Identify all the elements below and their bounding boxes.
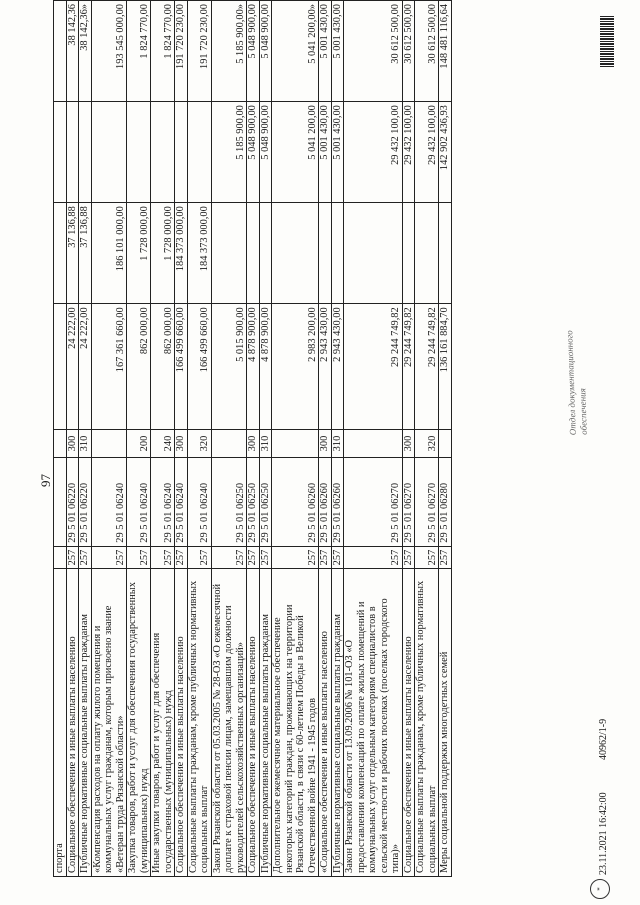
row-value-3 <box>91 102 127 203</box>
row-target-code: 29 5 01 06240 <box>175 458 188 546</box>
row-value-3: 5 041 200,00 <box>272 102 319 203</box>
row-value-1: 24 222,00 <box>79 304 92 429</box>
department-stamp-line: Отдел документационного <box>564 330 578 436</box>
budget-table-body <box>54 1 452 877</box>
row-org-code <box>54 546 67 569</box>
row-name: Закон Рязанской области от 05.03.2005 № 28-ОЗ «О ежемесячной доплате к страховой пенсии лицам, замещавшим должности руководителей сельскохозяйственных организаций» <box>211 569 247 877</box>
row-value-1: 29 244 749,82 <box>402 304 415 429</box>
row-value-4: 191 720 230,00 <box>187 1 211 102</box>
row-value-4: 193 545 000,00 <box>91 1 127 102</box>
row-org-code: 257 <box>344 546 403 569</box>
row-value-4: 38 142,36 <box>66 1 79 102</box>
table-row <box>247 1 260 877</box>
row-value-1: 167 361 660,00 <box>91 304 127 429</box>
row-value-4: 30 612 500,00 <box>344 1 403 102</box>
row-value-1: 166 499 660,00 <box>175 304 188 429</box>
row-org-code: 257 <box>66 546 79 569</box>
row-org-code: 257 <box>175 546 188 569</box>
row-expense-type <box>344 429 403 458</box>
row-value-4: 38 142,36» <box>79 1 92 102</box>
row-value-1: 136 161 884,70 <box>439 304 452 429</box>
row-name: спорта <box>54 569 67 877</box>
row-target-code: 29 5 01 06260 <box>272 458 319 546</box>
budget-table <box>53 0 452 877</box>
footer-datetime: 23.11.2021 16:42:00 <box>598 792 609 875</box>
row-value-1: 24 222,00 <box>66 304 79 429</box>
barcode-icon <box>600 15 614 67</box>
row-name: Меры социальной поддержки многодетных семей <box>439 569 452 877</box>
row-value-3: 5 001 430,00 <box>331 102 344 203</box>
row-expense-type: 310 <box>331 429 344 458</box>
row-value-2 <box>439 203 452 304</box>
row-name: Социальное обеспечение и иные выплаты населению <box>175 569 188 877</box>
table-row <box>259 1 272 877</box>
row-name: Дополнительное ежемесячное материальное обеспечение некоторых категорий граждан, проживающих на территории Рязанской области, в связи с 60-летием Победы в Великой Отечественной войне 1941 - 1945 годов <box>272 569 319 877</box>
row-target-code: 29 5 01 06260 <box>319 458 332 546</box>
row-value-2 <box>415 203 439 304</box>
row-value-1: 862 000,00 <box>151 304 175 429</box>
row-name: Социальное обеспечение и иные выплаты населению <box>402 569 415 877</box>
row-value-3 <box>127 102 151 203</box>
table-row <box>175 1 188 877</box>
row-value-2 <box>319 203 332 304</box>
row-name: Социальное обеспечение и иные выплаты населению <box>66 569 79 877</box>
row-value-4: 5 001 430,00 <box>319 1 332 102</box>
row-name: «Социальное обеспечение и иные выплаты населению <box>319 569 332 877</box>
row-value-2: 37 136,88 <box>66 203 79 304</box>
row-expense-type: 200 <box>127 429 151 458</box>
table-row <box>211 1 247 877</box>
department-stamp <box>564 330 590 436</box>
row-expense-type <box>272 429 319 458</box>
row-value-3 <box>79 102 92 203</box>
table-row <box>187 1 211 877</box>
row-expense-type <box>54 429 67 458</box>
seal-icon: * <box>590 879 610 899</box>
row-value-4: 30 612 500,00 <box>415 1 439 102</box>
row-target-code: 29 5 01 06220 <box>79 458 92 546</box>
row-name: Иные закупки товаров, работ и услуг для обеспечения государственных (муниципальных) нужд <box>151 569 175 877</box>
row-value-4 <box>54 1 67 102</box>
table-row <box>439 1 452 877</box>
row-value-2: 1 728 000,00 <box>151 203 175 304</box>
row-org-code: 257 <box>402 546 415 569</box>
row-name: Социальные выплаты гражданам, кроме публичных нормативных социальных выплат <box>187 569 211 877</box>
row-value-2: 186 101 000,00 <box>91 203 127 304</box>
row-value-3 <box>187 102 211 203</box>
row-value-4: 1 824 770,00 <box>127 1 151 102</box>
row-value-4: 5 041 200,00» <box>272 1 319 102</box>
row-target-code: 29 5 01 06270 <box>415 458 439 546</box>
row-value-3: 5 001 430,00 <box>319 102 332 203</box>
row-value-1: 2 943 430,00 <box>319 304 332 429</box>
footer-code: 40962/1-9 <box>598 718 609 760</box>
page-number: 97 <box>38 474 53 487</box>
row-target-code: 29 5 01 06280 <box>439 458 452 546</box>
table-row <box>402 1 415 877</box>
row-value-4: 30 612 500,00 <box>402 1 415 102</box>
row-value-4: 191 720 230,00 <box>175 1 188 102</box>
row-value-1: 862 000,00 <box>127 304 151 429</box>
department-stamp-line: обеспечения <box>577 388 589 435</box>
row-value-3 <box>175 102 188 203</box>
row-value-4: 5 185 900,00» <box>211 1 247 102</box>
row-value-3 <box>54 102 67 203</box>
row-name: Публичные нормативные социальные выплаты гражданам <box>79 569 92 877</box>
row-target-code: 29 5 01 06270 <box>402 458 415 546</box>
row-expense-type: 310 <box>79 429 92 458</box>
row-org-code: 257 <box>247 546 260 569</box>
table-row <box>272 1 319 877</box>
row-value-2 <box>259 203 272 304</box>
row-expense-type: 300 <box>247 429 260 458</box>
row-expense-type: 320 <box>415 429 439 458</box>
row-value-1: 4 878 900,00 <box>259 304 272 429</box>
row-value-2: 184 373 000,00 <box>175 203 188 304</box>
row-value-2 <box>402 203 415 304</box>
row-name: «Компенсация расходов на оплату жилого помещения и коммунальных услуг гражданам, которым присвоено звание «Ветеран труда Рязанской области» <box>91 569 127 877</box>
row-value-1: 4 878 900,00 <box>247 304 260 429</box>
row-target-code: 29 5 01 06240 <box>127 458 151 546</box>
row-org-code: 257 <box>79 546 92 569</box>
row-target-code: 29 5 01 06240 <box>187 458 211 546</box>
row-value-3: 5 185 900,00 <box>211 102 247 203</box>
row-value-1: 29 244 749,82 <box>415 304 439 429</box>
table-row <box>127 1 151 877</box>
row-target-code: 29 5 01 06240 <box>91 458 127 546</box>
row-value-4: 5 048 900,00 <box>259 1 272 102</box>
row-value-4: 5 001 430,00 <box>331 1 344 102</box>
row-value-3: 142 902 436,93 <box>439 102 452 203</box>
row-org-code: 257 <box>319 546 332 569</box>
row-org-code: 257 <box>151 546 175 569</box>
row-org-code: 257 <box>439 546 452 569</box>
row-value-2 <box>331 203 344 304</box>
row-org-code: 257 <box>127 546 151 569</box>
row-value-2: 1 728 000,00 <box>127 203 151 304</box>
row-value-3: 5 048 900,00 <box>247 102 260 203</box>
row-value-3 <box>66 102 79 203</box>
table-row <box>54 1 67 877</box>
row-target-code: 29 5 01 06260 <box>331 458 344 546</box>
row-org-code: 257 <box>211 546 247 569</box>
row-org-code: 257 <box>91 546 127 569</box>
row-expense-type: 300 <box>319 429 332 458</box>
row-value-1: 166 499 660,00 <box>187 304 211 429</box>
table-row <box>331 1 344 877</box>
table-row <box>344 1 403 877</box>
row-org-code: 257 <box>187 546 211 569</box>
row-value-3 <box>151 102 175 203</box>
row-target-code: 29 5 01 06250 <box>259 458 272 546</box>
row-value-3: 29 432 100,00 <box>402 102 415 203</box>
row-expense-type: 300 <box>175 429 188 458</box>
row-org-code: 257 <box>259 546 272 569</box>
row-name: Социальные выплаты гражданам, кроме публичных нормативных социальных выплат <box>415 569 439 877</box>
row-expense-type: 310 <box>259 429 272 458</box>
table-row <box>151 1 175 877</box>
row-value-3: 29 432 100,00 <box>415 102 439 203</box>
row-expense-type <box>211 429 247 458</box>
row-target-code: 29 5 01 06270 <box>344 458 403 546</box>
table-row <box>79 1 92 877</box>
row-name: Социальное обеспечение и иные выплаты населению <box>247 569 260 877</box>
row-name: Закон Рязанской области от 13.09.2006 № 101-ОЗ «О предоставлении компенсаций по оплате жилых помещений и коммунальных услуг отдельным категориям специалистов в сельской местности и рабочих поселках (поселках городского типа)» <box>344 569 403 877</box>
table-row <box>66 1 79 877</box>
table-row <box>91 1 127 877</box>
row-org-code: 257 <box>272 546 319 569</box>
row-expense-type: 300 <box>66 429 79 458</box>
row-value-3: 5 048 900,00 <box>259 102 272 203</box>
table-row <box>319 1 332 877</box>
row-target-code: 29 5 01 06240 <box>151 458 175 546</box>
row-value-1: 2 983 200,00 <box>272 304 319 429</box>
row-org-code: 257 <box>415 546 439 569</box>
row-value-1 <box>54 304 67 429</box>
row-target-code: 29 5 01 06220 <box>66 458 79 546</box>
row-value-2: 184 373 000,00 <box>187 203 211 304</box>
row-target-code <box>54 458 67 546</box>
row-value-4: 5 048 900,00 <box>247 1 260 102</box>
row-expense-type: 240 <box>151 429 175 458</box>
row-name: Публичные нормативные социальные выплаты гражданам <box>259 569 272 877</box>
row-expense-type <box>439 429 452 458</box>
row-value-2 <box>344 203 403 304</box>
row-value-1: 5 015 900,00 <box>211 304 247 429</box>
row-value-2: 37 136,88 <box>79 203 92 304</box>
table-row <box>415 1 439 877</box>
row-value-2 <box>54 203 67 304</box>
row-value-4: 148 481 116,64 <box>439 1 452 102</box>
row-value-1: 2 943 430,00 <box>331 304 344 429</box>
row-target-code: 29 5 01 06250 <box>211 458 247 546</box>
row-value-2 <box>272 203 319 304</box>
row-name: Закупка товаров, работ и услуг для обеспечения государственных (муниципальных) нужд <box>127 569 151 877</box>
row-value-1: 29 244 749,82 <box>344 304 403 429</box>
row-value-2 <box>211 203 247 304</box>
row-name: Публичные нормативные социальные выплаты гражданам <box>331 569 344 877</box>
row-value-2 <box>247 203 260 304</box>
row-value-4: 1 824 770,00 <box>151 1 175 102</box>
row-target-code: 29 5 01 06250 <box>247 458 260 546</box>
row-expense-type <box>91 429 127 458</box>
row-value-3: 29 432 100,00 <box>344 102 403 203</box>
row-expense-type: 320 <box>187 429 211 458</box>
row-org-code: 257 <box>331 546 344 569</box>
row-expense-type: 300 <box>402 429 415 458</box>
